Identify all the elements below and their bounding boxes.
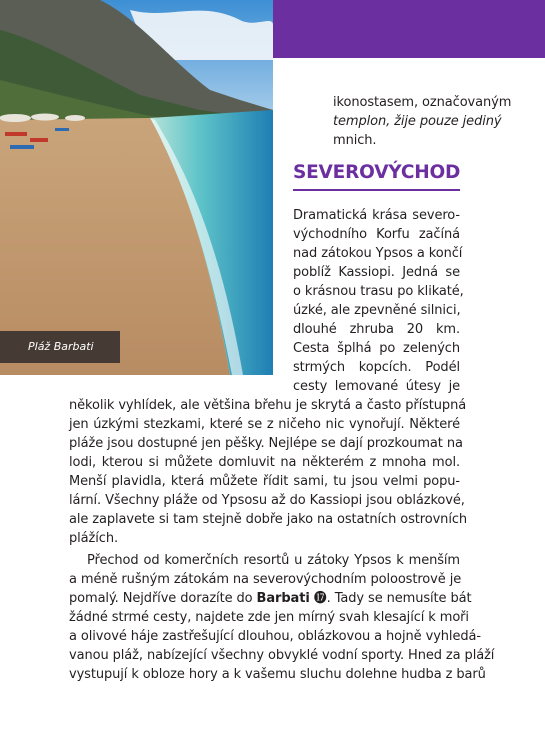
body-text: pomalý. Nejdříve dorazíte do [69,591,257,606]
purple-header-bar [273,0,545,58]
beach-photo [0,0,273,375]
section-heading: SEVEROVÝCHOD [293,161,460,191]
body-line: jen úzkými stezkami, které se z ničeho nic vynořují. Některé [69,417,460,432]
place-name-barbati: Barbati [256,591,310,606]
body-line: Dramatická krása severo- [293,208,460,223]
body-line: poblíž Kassiopi. Jedná se [293,265,460,280]
body-line: vystupují k obloze hory a k vašemu sluchu dolehne hudba z barů [69,667,486,682]
photo-caption: Pláž Barbati [0,331,120,363]
body-line [69,589,472,608]
body-line: pláže jsou dostupné jen pěšky. Nejlépe se dají prozkoumat na [69,436,463,451]
body-line: cesty lemované útesy je [293,379,460,394]
body-line: lodi, kterou si můžete domluvit na některém z mnoha mol. [69,455,460,470]
body-line: Cesta šplhá po zelených [293,341,460,356]
body-line: ale zaplavete si tam stejně dobře jako na ostatních ostrovních [69,512,468,527]
body-line: a olivové háje zastřešující dlouhou, oblázkovou a hojně vyhledá- [69,629,481,644]
body-line: žádné strmé cesty, najdete zde jen mírný svah klesající k moři [69,610,469,625]
body-line: a méně rušným zátokám na severovýchodním poloostrově je [69,572,462,587]
body-line: vanou pláž, nabízející všechny obvyklé vodní sporty. Hned za pláží [69,648,495,663]
body-line: strmých kopcích. Podél [293,360,460,375]
body-line: několik vyhlídek, ale většina břehu je skrytá a často přístupná [69,398,467,413]
body-line: úzké, ale zpevněné silnici, [293,303,461,318]
body-line: Přechod od komerčních resortů u zátoky Ypsos k menším [87,553,460,568]
body-line: Menší plavidla, která můžete řídit sami, tu jsou velmi popu- [69,474,460,489]
body-text: ⓱. Tady se nemusíte bát [309,591,472,606]
body-line: lární. Všechny pláže od Ypsosu až do Kassiopi jsou oblázkové, [69,493,465,508]
intro-line-1: ikonostasem, označovaným [333,95,512,110]
intro-line-3: mnich. [333,133,377,148]
body-line: o krásnou trasu po klikaté, [293,284,464,299]
body-line: východního Korfu začíná [293,227,460,242]
body-line: nad zátokou Ypsos a končí [293,246,463,261]
body-line: dlouhé zhruba 20 km. [293,322,460,337]
body-line: plážích. [69,531,118,546]
intro-line-2: templon, žije pouze jediný [333,114,502,129]
